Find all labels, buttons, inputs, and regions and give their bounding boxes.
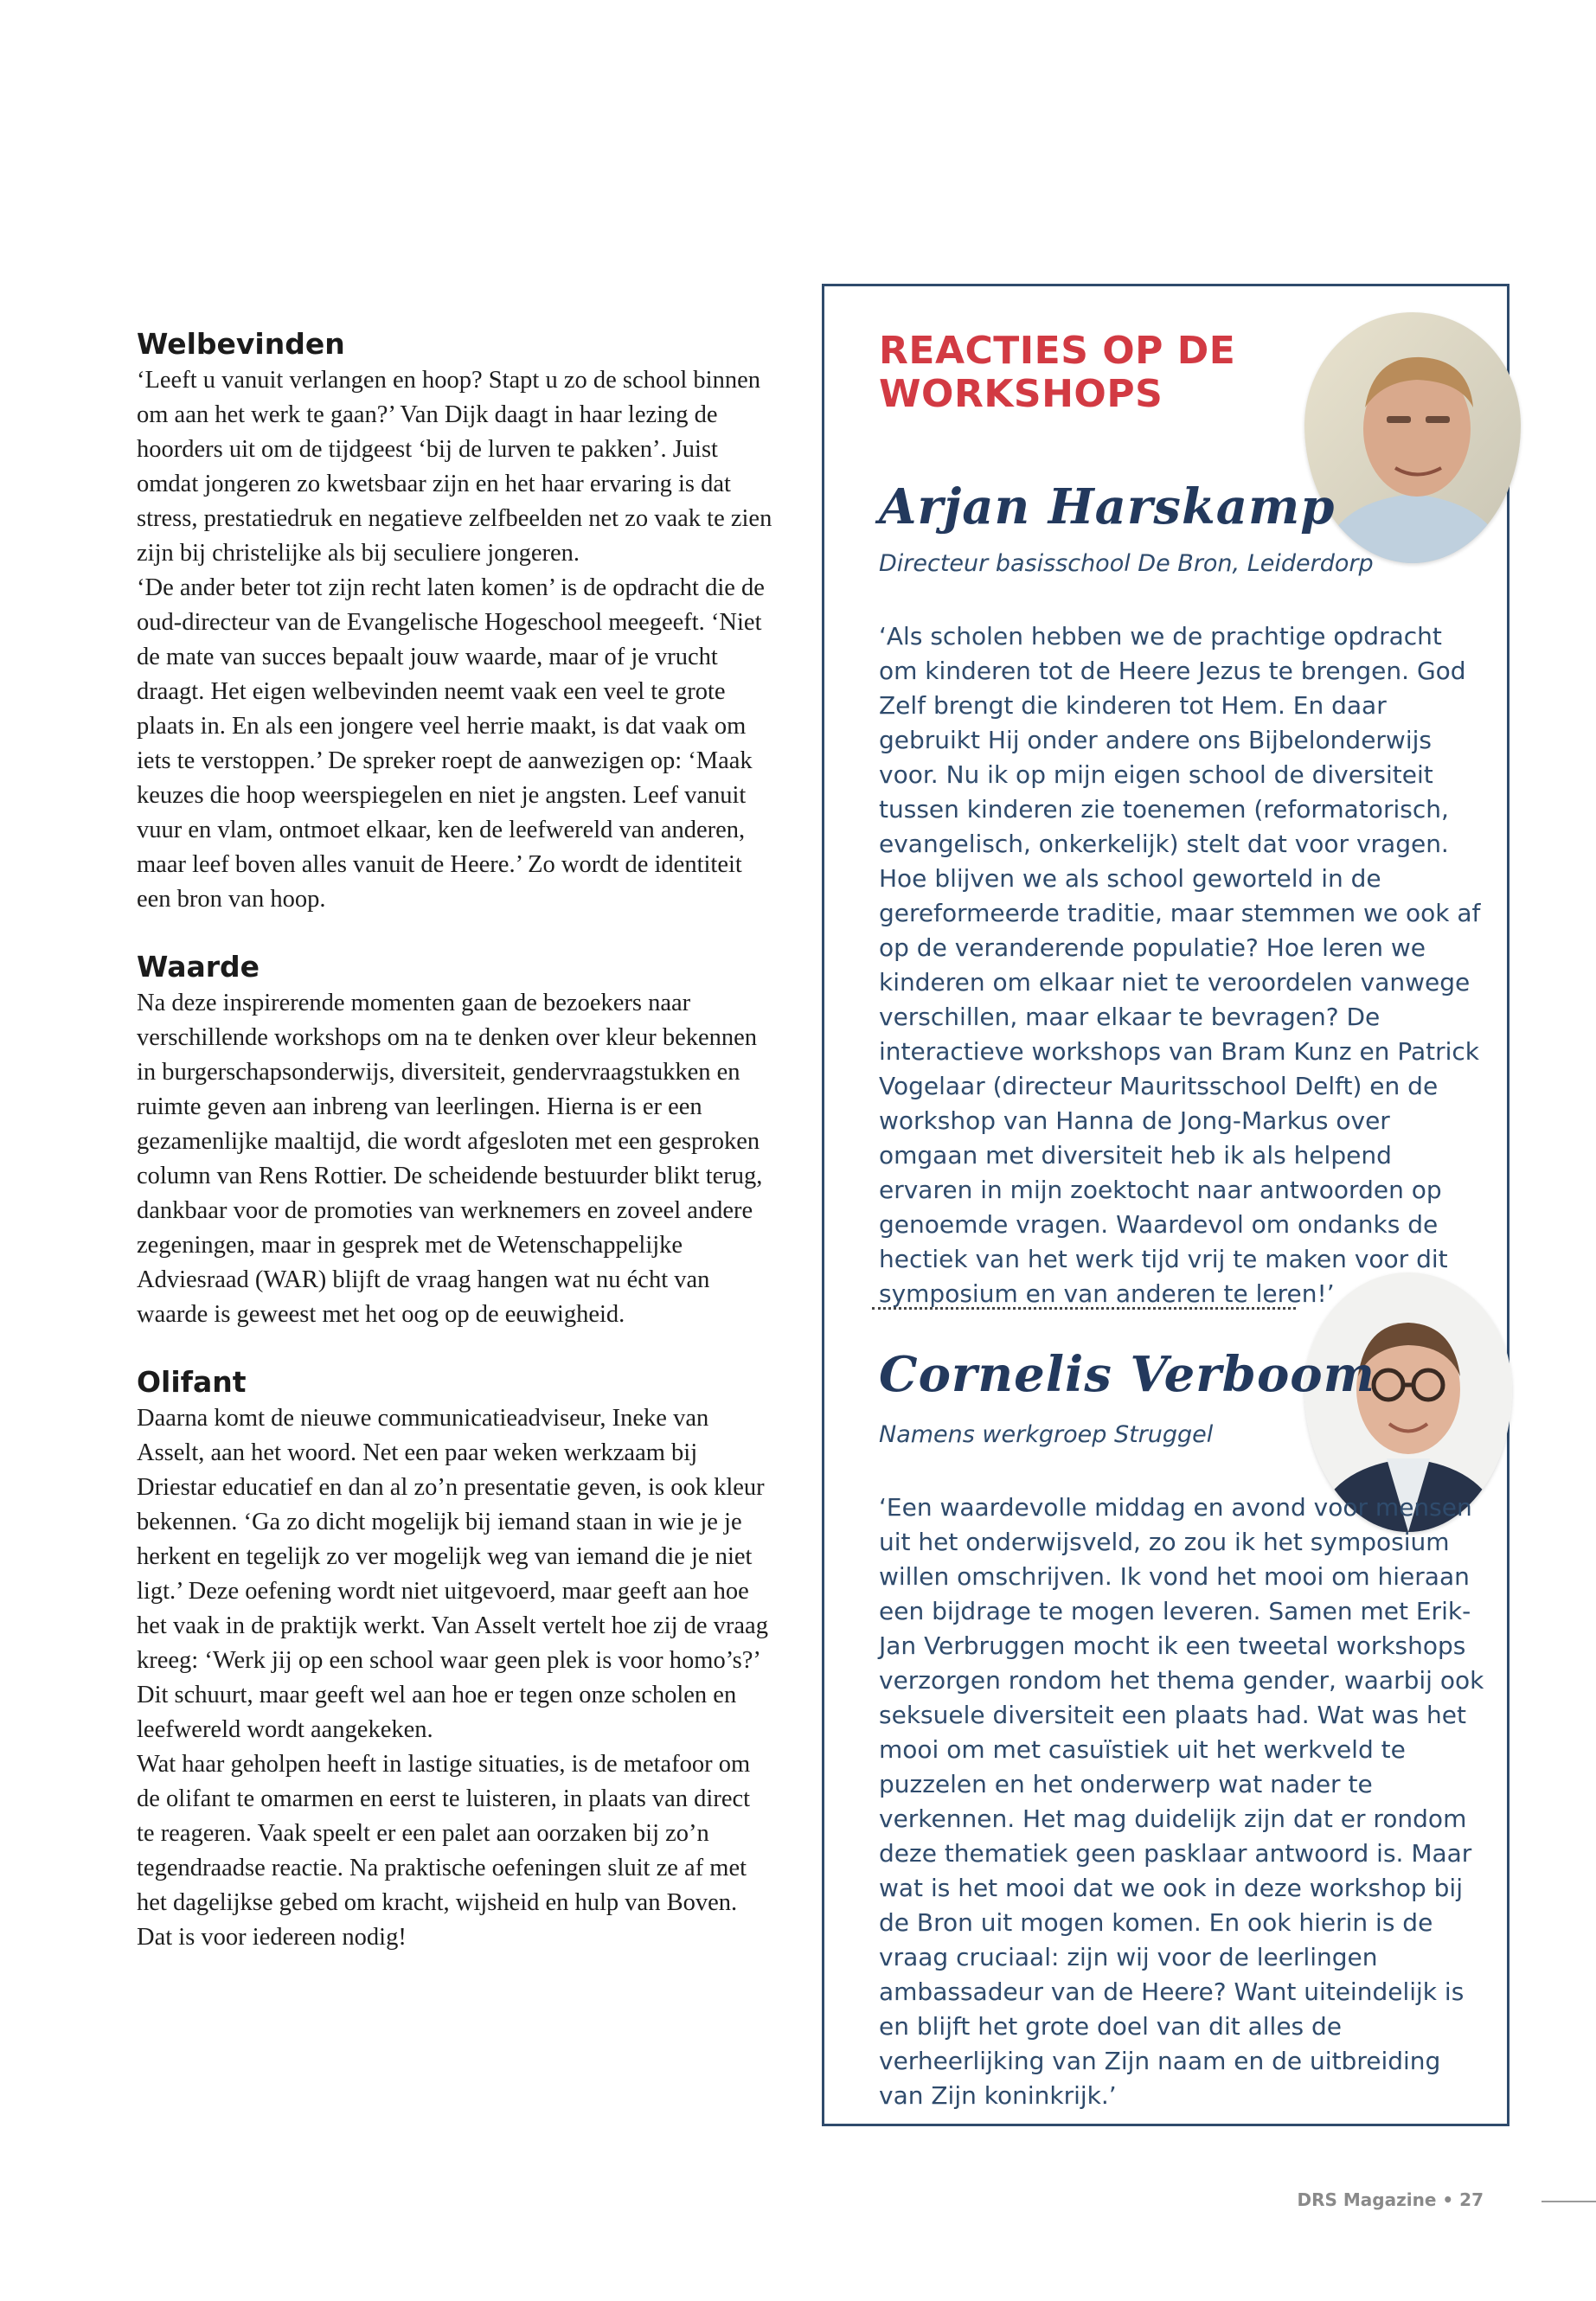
paragraph: ‘Leeft u vanuit verlangen en hoop? Stapt u zo de school binnen om aan het werk te gaan?’ Van Dijk daagt in haar lezing de hoorders uit om de tijdgeest ‘bij de lurven te pakken’. Juist omdat jongeren zo kwetsbaar zijn en het haar ervaring is dat stress, prestatiedruk en negatieve zelfbeelden net zo vaak te zien zijn bij christelijke als bij seculiere jongeren. — [137, 367, 772, 567]
dotted-divider — [872, 1307, 1296, 1310]
paragraph: Wat haar geholpen heeft in lastige situaties, is de metafoor om de olifant te omarmen en eerst te luisteren, in plaats van direct te reageren. Vaak speelt er een palet aan oorzaken bij zo’n tegendraadse reactie. Na praktische oefeningen sluit ze af met het dagelijkse gebed om kracht, wijsheid en hulp van Boven. Dat is voor iedereen nodig! — [137, 1751, 751, 1951]
quote-text: ‘Een waardevolle middag en avond voor mensen uit het onderwijsveld, zo zou ik het symposium willen omschrijven. Ik vond het mooi om hieraan een bijdrage te mogen leveren. Samen met Erik-Jan Verbruggen mocht ik een tweetal workshops verzorgen rondom het thema gender, waarbij ook seksuele diversiteit een plaats had. Wat was het mooi om met casuïstiek uit het werkveld te puzzelen en het onderwerp wat nader te verkennen. Het mag duidelijk zijn dat er rondom deze thematiek geen pasklaar antwoord is. Maar wat is het mooi dat we ook in deze workshop bij de Bron uit mogen komen. En ook hierin is de vraag cruciaal: zijn wij voor de leerlingen ambassadeur van de Heere? Want uiteindelijk is en blijft het grote doel van dit alles de verheerlijking van Zijn naam en de uitbreiding van Zijn koninkrijk.’ — [879, 1493, 1484, 2110]
portrait-arjan-harskamp — [1304, 312, 1521, 563]
page-number: 27 — [1459, 2189, 1484, 2210]
person-name: Cornelis Verboom — [879, 1346, 1375, 1403]
box-title-line1: REACTIES OP DE — [879, 329, 1236, 373]
person-photo-icon — [1304, 312, 1521, 563]
footer-rule — [1542, 2201, 1596, 2202]
paragraph: Daarna komt de nieuwe communicatieadviseur, Ineke van Asselt, aan het woord. Net een paar weken werkzaam bij Driestar educatief en dan al zo’n presentatie geven, is ook kleur bekennen. ‘Ga zo dicht mogelijk bij iemand staan in wie je je herkent en tegelijk zo ver mogelijk weg van iemand die je niet ligt.’ Deze oefening wordt niet uitgevoerd, maar geeft aan hoe het vaak in de praktijk werkt. Van Asselt vertelt hoe zij de vraag kreeg: ‘Werk jij op een school waar geen plek is voor homo’s?’ Dit schuurt, maar geeft wel aan hoe er tegen onze scholen en leefwereld wordt aangekeken. — [137, 1405, 768, 1743]
reactions-box — [822, 284, 1509, 2126]
article-left-column — [137, 327, 772, 1988]
person-name: Arjan Harskamp — [879, 478, 1336, 535]
paragraph: ‘De ander beter tot zijn recht laten komen’ is de opdracht die de oud-directeur van de Evangelische Hogeschool meegeeft. ‘Niet de mate van succes bepaalt jouw waarde, maar of je vrucht draagt. Het eigen welbevinden neemt vaak een veel te grote plaats in. En als een jongere veel herrie maakt, is dat vaak om iets te verstoppen.’ De spreker roept de aanwezigen op: ‘Maak keuzes die hoop weerspiegelen en niet je angsten. Leef vanuit vuur en vlam, ontmoet elkaar, ken de leefwereld van anderen, maar leef boven alles vanuit de Heere.’ Zo wordt de identiteit een bron van hoop. — [137, 574, 765, 913]
person-role: Namens werkgroep Struggel — [879, 1421, 1214, 1448]
section-heading: Olifant — [137, 1365, 247, 1399]
magazine-name: DRS Magazine — [1297, 2189, 1437, 2210]
footer-separator: • — [1442, 2189, 1454, 2210]
box-title-line2: WORKSHOPS — [879, 372, 1163, 416]
box-title — [879, 330, 1277, 416]
section-welbevinden — [137, 327, 772, 917]
paragraph: Na deze inspirerende momenten gaan de bezoekers naar verschillende workshops om na te denken over kleur bekennen in burgerschapsonderwijs, diversiteit, gendervraagstukken en ruimte geven aan inbreng van leerlingen. Hierna is er een gezamenlijke maaltijd, die wordt afgesloten met een gesproken column van Rens Rottier. De scheidende bestuurder blikt terug, dankbaar voor de promoties van werknemers en zoveel andere zegeningen, maar in gesprek met de Wetenschappelijke Adviesraad (WAR) blijft de vraag hangen wat nu écht van waarde is geweest met het oog op de eeuwigheid. — [137, 990, 763, 1328]
section-waarde — [137, 950, 772, 1332]
section-olifant — [137, 1365, 772, 1955]
section-heading: Waarde — [137, 950, 260, 984]
page-footer — [1298, 2189, 1484, 2210]
section-heading: Welbevinden — [137, 327, 345, 361]
quote-text: ‘Als scholen hebben we de prachtige opdracht om kinderen tot de Heere Jezus te brengen. God Zelf brengt die kinderen tot Hem. En daar gebruikt Hij onder andere ons Bijbelonderwijs voor. Nu ik op mijn eigen school de diversiteit tussen kinderen zie toenemen (reformatorisch, evangelisch, onkerkelijk) stelt dat voor vragen. Hoe blijven we als school geworteld in de gereformeerde traditie, maar stemmen we ook af op de veranderende populatie? Hoe leren we kinderen om elkaar niet te veroordelen vanwege verschillen, maar elkaar te bevragen? De interactieve workshops van Bram Kunz en Patrick Vogelaar (directeur Mauritsschool Delft) en de workshop van Hanna de Jong-Markus over omgaan met diversiteit heb ik als helpend ervaren in mijn zoektocht naar antwoorden op genoemde vragen. Waardevol om ondanks de hectiek van het werk tijd vrij te maken voor dit symposium en van anderen te leren!’ — [879, 622, 1481, 1308]
person-role: Directeur basisschool De Bron, Leiderdorp — [879, 550, 1374, 577]
